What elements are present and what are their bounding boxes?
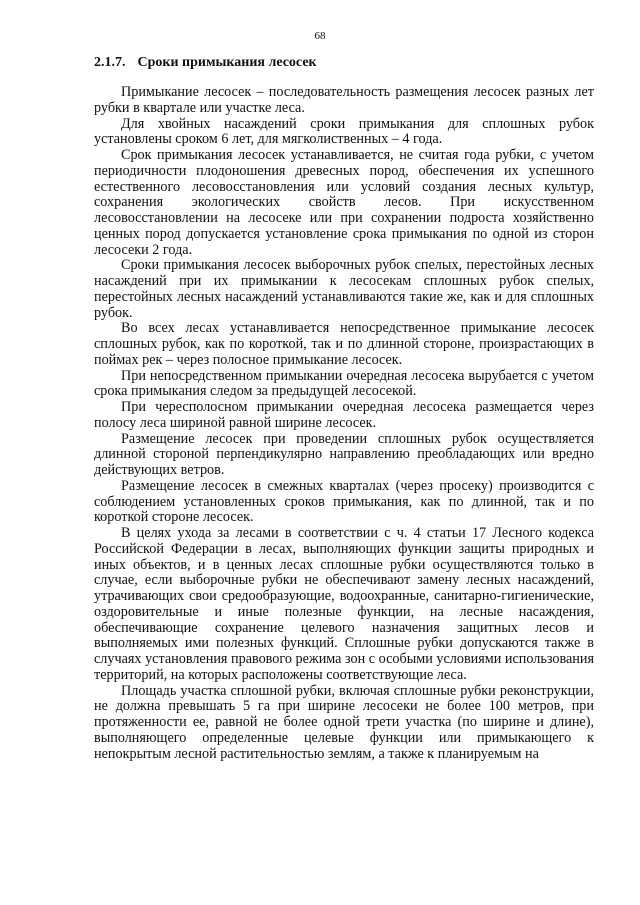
paragraph-term-setting: Срок примыкания лесосек устанавливается, не считая года рубки, с учетом периодичности плодоношения древесных пород, обеспечения их успешного естественного лесовосстановления или условий создания лесных культур, сохранения экологических свойств лесов. При искусственном лесовосстановлении на лесосеке или при сохранении подроста хозяйственно ценных пород допускается установление срока примыкания по одной из сторон лесосеки 2 года. bbox=[94, 147, 594, 258]
paragraph-clearcut-area: Площадь участка сплошной рубки, включая сплошные рубки реконструкции, не должна превышать 5 га при ширине лесосеки не более 100 метров, при протяженности ее, равной не более одной трети участка (по ширине и длине), выполняющего определенные целевые функции или примыкающего к непокрытым лесной растительностью землям, а также к планируемым на bbox=[94, 682, 594, 762]
paragraph-strip-adjacency: При чересполосном примыкании очередная лесосека размещается через полосу леса шириной равной ширине лесосек. bbox=[94, 399, 594, 431]
section-number: 2.1.7. bbox=[94, 55, 126, 70]
page-content bbox=[94, 54, 594, 762]
section-heading bbox=[94, 54, 594, 72]
paragraph-direct-adjacency: Во всех лесах устанавливается непосредственное примыкание лесосек сплошных рубок, как по короткой, так и по длинной стороне, произрастающих в поймах рек – через полосное примыкание лесосек. bbox=[94, 320, 594, 368]
paragraph-selective-cuttings: Сроки примыкания лесосек выборочных рубок спелых, перестойных лесных насаждений при их примыкании к лесосекам сплошных рубок спелых, перестойных лесных насаждений устанавливаются такие же, как и для сплошных рубок. bbox=[94, 257, 594, 321]
page-number: 68 bbox=[314, 30, 326, 42]
paragraph-coniferous-terms: Для хвойных насаждений сроки примыкания для сплошных рубок установлены сроком 6 лет, для мягколиственных – 4 года. bbox=[94, 115, 594, 148]
paragraph-adjacent-quarters: Размещение лесосек в смежных кварталах (через просеку) производится с соблюдением установленных сроков примыкания, как по длинной, так и по короткой стороне лесосек. bbox=[94, 477, 594, 526]
paragraph-adjacency-definition: Примыкание лесосек – последовательность размещения лесосек разных лет рубки в квартале или участке леса. bbox=[94, 84, 594, 116]
paragraph-wind-orientation: Размещение лесосек при проведении сплошных рубок осуществляется длинной стороной перпендикулярно направлению преобладающих или вредно действующих ветров. bbox=[94, 430, 594, 478]
paragraph-forest-care: В целях ухода за лесами в соответствии с ч. 4 статьи 17 Лесного кодекса Российской Федерации в лесах, выполняющих функции защиты природных и иных объектов, и в ценных лесах сплошные рубки осуществляются только в случае, если выборочные рубки не обеспечивают замену лесных насаждений, утрачивающих свои средообразующие, водоохранные, санитарно-гигиенические, оздоровительные и иные полезные функции, на лесные насаждения, обеспечивающие сохранение целевого назначения защитных лесов и выполняемых ими полезных функций. Сплошные рубки допускаются также в случаях установления правового режима зон с особыми условиями использования территорий, на которых расположены соответствующие леса. bbox=[94, 525, 594, 683]
paragraph-direct-adjacency-order: При непосредственном примыкании очередная лесосека вырубается с учетом срока примыкания следом за предыдущей лесосекой. bbox=[94, 367, 594, 400]
section-title: Сроки примыкания лесосек bbox=[137, 55, 317, 70]
